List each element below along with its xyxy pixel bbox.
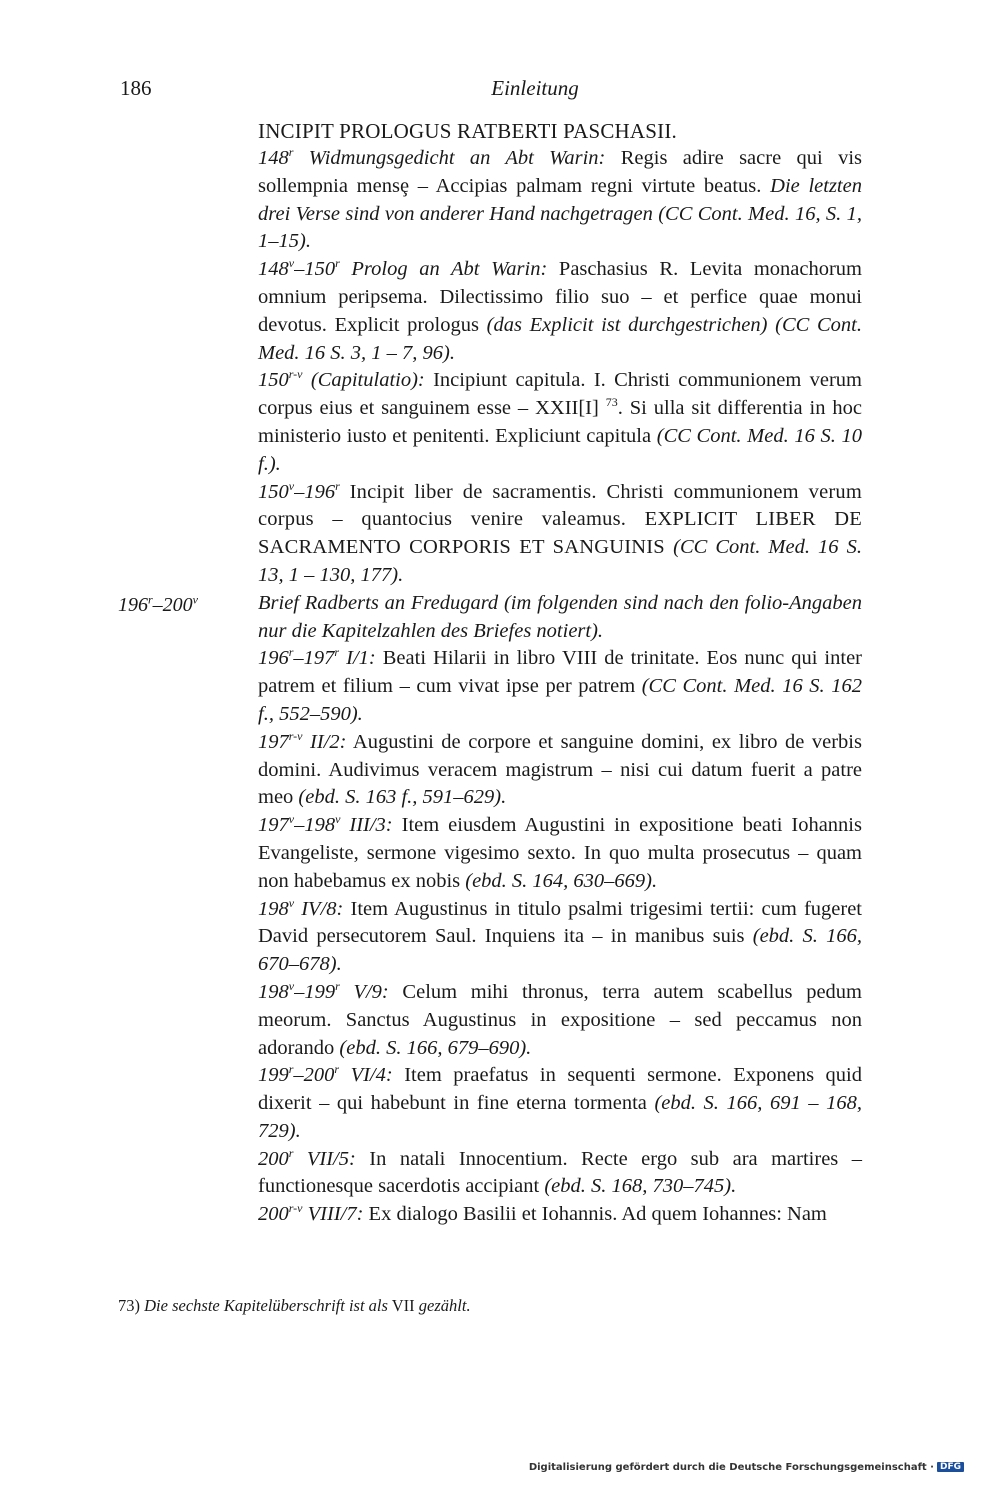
footnote-73: 73) Die sechste Kapitelüberschrift ist als VII gezählt.	[118, 1296, 471, 1315]
entry-198v: 198$^v$ IV/8: Item Augustinus in titulo psalmi trigesimi tertii: cum fugeret David persecutorem Saul. Inquiens ita – in manibus suis (ebd. S. 166, 670–678).	[258, 895, 862, 976]
entry-148r: 148$^r$ Widmungsgedicht an Abt Warin: Regis adire sacre qui vis sollempnia mensȩ – Accipias palmam regni virtute beatus. Die letzten drei Verse sind von anderer Hand nachgetragen (CC Cont. Med. 16, S. 1, 1–15).	[258, 145, 862, 253]
entry-150r-v: 150$^{r-v}$ (Capitulatio): Incipiunt capitula. I. Christi communionem verum corpus eius et sanguinem esse – XXII[I] $^{73}$. Si ulla sit differentia in hoc ministerio iusto et penitenti. Expliciunt capitula (CC Cont. Med. 16 S. 10 f.).	[258, 367, 863, 475]
page-number: 186	[120, 76, 152, 100]
prologue-heading: INCIPIT PROLOGUS RATBERTI PASCHASII.	[258, 119, 678, 143]
page-header	[0, 76, 1000, 108]
entry-196r-197r: 196$^r$–197$^r$ I/1: Beati Hilarii in libro VIII de trinitate. Eos nunc qui inter patrem et filium – cum vivat ipse per patrem (CC Cont. Med. 16 S. 162 f., 552–590).	[258, 645, 863, 725]
entry-letter-radbert: Brief Radberts an Fredugard (im folgenden sind nach den folio-Angaben nur die Kapitelzahlen des Briefes notiert).	[258, 591, 862, 642]
entry-197r-v: 197$^{r-v}$ II/2: Augustini de corpore et sanguine domini, ex libro de verbis domini. Audivimus veracem magistrum – nisi cui datum fuerit a patre meo (ebd. S. 163 f., 591–629).	[258, 728, 862, 809]
footnote-marker[interactable]: 73	[605, 395, 618, 410]
entry-200r: 200$^r$ VII/5: In natali Innocentium. Recte ergo sub ara martires – functionesque sacerdotis accipiant (ebd. S. 168, 730–745).	[258, 1145, 862, 1198]
entry-148v-150r: 148$^v$–150$^r$ Prolog an Abt Warin: Paschasius R. Levita monachorum omnium peripsema. Dilectissimo filio suo – et perfice quae monui devotus. Explicit prologus (das Explicit ist durchgestrichen) (CC Cont. Med. 16 S. 3, 1 – 7, 96).	[258, 256, 863, 364]
margin-folio-note: 196$^r$–200$^v$	[118, 592, 198, 616]
entry-199r-200r: 199$^r$–200$^r$ VI/4: Item praefatus in sequenti sermone. Exponens quid dixerit – qui habebunt in fine eterna tormenta (ebd. S. 166, 691 – 168, 729).	[258, 1062, 862, 1142]
running-title: Einleitung	[491, 76, 579, 100]
entry-197v-198v: 197$^v$–198$^v$ III/3: Item eiusdem Augustini in expositione beati Iohannis Evangeliste, sermone vigesimo sexto. In quo multa prosecutus – quam non habebamus ex nobis (ebd. S. 164, 630–669).	[258, 812, 862, 892]
entry-150v-196r: 150$^v$–196$^r$ Incipit liber de sacramentis. Christi communionem verum corpus – quantocius venire valeamus. EXPLICIT LIBER DE SACRAMENTO CORPORIS ET SANGUINIS (CC Cont. Med. 16 S. 13, 1 – 130, 177).	[258, 478, 862, 586]
digitization-credit: Digitalisierung gefördert durch die Deutsche Forschungsgemeinschaft · DFG	[529, 1462, 964, 1473]
dfg-logo-icon: DFG	[937, 1462, 964, 1472]
entry-198v-199r: 198$^v$–199$^r$ V/9: Celum mihi thronus, terra autem scabellus pedum meorum. Sanctus Augustinus in expositione – sed peccamus non adorando (ebd. S. 166, 679–690).	[258, 979, 862, 1059]
manuscript-description	[258, 117, 862, 1229]
entry-200r-v: 200$^{r-v}$ VIII/7: Ex dialogo Basilii et Iohannis. Ad quem Iohannes: Nam	[258, 1201, 827, 1226]
